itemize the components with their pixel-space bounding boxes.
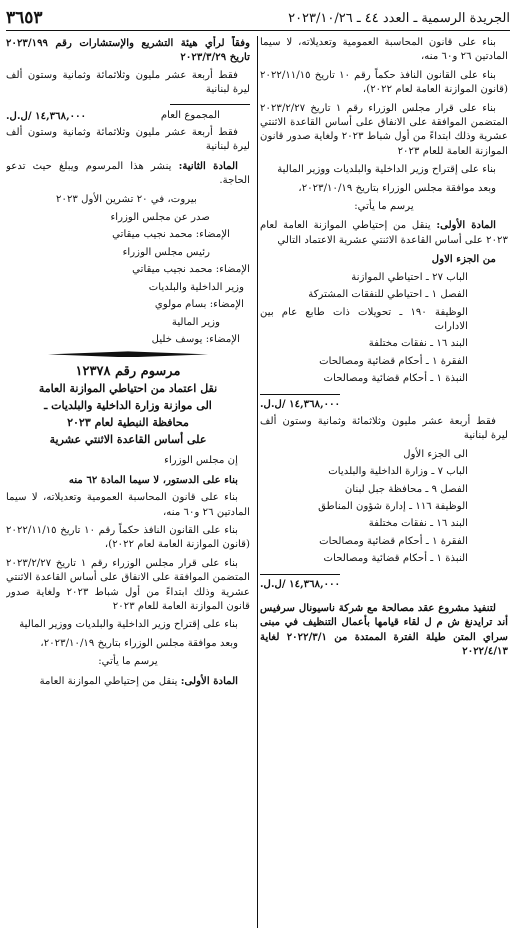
rule <box>170 104 250 105</box>
amount: ١٤,٣٦٨,٠٠٠ /ل.ل. <box>260 574 340 591</box>
amount-row <box>260 570 508 595</box>
from-line: الفقرة ١ ـ أحكام قضائية ومصالحات <box>319 355 468 367</box>
to-line: النبذة ١ ـ أحكام قضائية ومصالحات <box>323 553 468 565</box>
paragraph: بناء على إقتراح وزير الداخلية والبلديات ووزير المالية <box>19 619 238 631</box>
paragraph: وبعد موافقة مجلس الوزراء بتاريخ ٢٠٢٣/١٠/١٩، <box>40 637 238 649</box>
signature-line: وزير المالية <box>171 316 220 328</box>
article-label: المادة الأولى: <box>436 219 497 232</box>
to-line: الباب ٧ ـ وزارة الداخلية والبلديات <box>328 466 468 478</box>
from-line: الباب ٢٧ ـ احتياطي الموازنة <box>351 271 468 283</box>
from-line: الوظيفة ١٩٠ ـ تحويلات ذات طابع عام بين الادارات <box>260 306 468 332</box>
purpose-text: لتنفيذ مشروع عقد مصالحة مع شركة ناسيونال سرفيس أند ترايدنغ ش م ل لقاء قيامها بأعمال التنظيف في مبنى سراي المتن طيلة الفترة الممتدة من ٢٠٢٢/٣/١ لغاية ٢٠٢٢/٤/١٣ <box>260 602 508 658</box>
article-one <box>260 218 508 248</box>
decree-title: مرسوم رقم ١٢٣٧٨ <box>75 364 181 380</box>
paragraph: بناء على قانون المحاسبة العمومية وتعديلاته، لا سيما المادتين ٢٦ و٦٠ منه، <box>260 37 508 63</box>
paragraph: بناء على قانون المحاسبة العمومية وتعديلاته، لا سيما المادتين ٢٦ و٦٠ منه، <box>6 492 250 518</box>
to-line: البند ١٦ ـ نفقات مختلفة <box>368 518 468 530</box>
separator <box>48 351 208 357</box>
decree-subtitle: على أساس القاعدة الاثنتي عشرية <box>49 433 207 447</box>
paragraph: بناء على القانون النافذ حكماً رقم ١٠ تاريخ ٢٠٢٢/١١/١٥ (قانون الموازنة العامة لعام ٢٠٢٢)، <box>260 69 508 96</box>
article-one <box>6 674 250 689</box>
article-two <box>6 159 250 189</box>
decree-subtitle: محافظة النبطية لعام ٢٠٢٣ <box>67 416 189 430</box>
article-label: المادة الثانية: <box>178 159 238 172</box>
decree-subtitle: الى موازنة وزارة الداخلية والبلديات ـ <box>44 399 212 413</box>
total-row <box>6 109 250 123</box>
from-line: الفصل ١ ـ احتياطي للنفقات المشتركة <box>308 289 468 301</box>
from-line: النبذة ١ ـ أحكام قضائية ومصالحات <box>323 373 468 385</box>
to-line: الوظيفة ١١٦ ـ إدارة شؤون المناطق <box>318 500 468 512</box>
amount-words: فقط أربعة عشر مليون وثلاثمائة وثمانية وستون ألف ليرة لبنانية <box>6 127 250 153</box>
amount-words: فقط أربعة عشر مليون وثلاثمائة وثمانية وستون ألف ليرة لبنانية <box>6 69 250 96</box>
signature-line: رئيس مجلس الوزراء <box>122 246 210 258</box>
amount-row <box>260 390 508 415</box>
paragraph: إن مجلس الوزراء <box>164 455 238 467</box>
signature-line: الإمضاء: يوسف خليل <box>151 333 240 345</box>
to-title: الى الجزء الأول <box>403 448 468 460</box>
from-line: البند ١٦ ـ نفقات مختلفة <box>368 338 468 350</box>
page-number: ٣٦٥٣ <box>6 8 43 28</box>
total-value: ١٤,٣٦٨,٠٠٠ /ل.ل. <box>6 109 87 122</box>
signature-line: صدر عن مجلس الوزراء <box>110 212 210 224</box>
issue-info: الجريدة الرسمية ـ العدد ٤٤ ـ ٢٠٢٣/١٠/٢٦ <box>288 10 510 26</box>
paragraph: يرسم ما يأتي: <box>98 656 158 668</box>
column-divider <box>257 36 258 928</box>
right-column <box>260 36 508 928</box>
paragraph: بناء على قرار مجلس الوزراء رقم ١ تاريخ ٢٠٢٣/٢/٢٧ المتضمن الموافقة على الانفاق على أساس القاعدة الاثنتي عشرية وذلك ابتداءً من أول شباط ٢٠٢٣ ولغاية صدور قانون الموازنة العامة للعام ٢٠٢٣ <box>6 557 250 612</box>
amount-words: فقط أربعة عشر مليون وثلاثمائة وثمانية وستون ألف ليرة لبنانية <box>260 415 508 442</box>
paragraph: بناء على القانون النافذ حكماً رقم ١٠ تاريخ ٢٠٢٢/١١/١٥ (قانون الموازنة العامة لعام ٢٠٢٢)، <box>6 524 250 551</box>
to-line: الفصل ٩ ـ محافظة جبل لبنان <box>344 483 468 495</box>
to-line: الفقرة ١ ـ أحكام قضائية ومصالحات <box>319 535 468 547</box>
from-title: من الجزء الاول <box>431 253 496 266</box>
article-text: ينقل من إحتياطي الموازنة العامة <box>39 675 181 687</box>
signature-line: الإمضاء: محمد نجيب ميقاتي <box>112 229 230 241</box>
left-column <box>6 36 250 928</box>
paragraph: وبعد موافقة مجلس الوزراء بتاريخ ٢٠٢٣/١٠/١٩، <box>298 182 496 194</box>
amount: ١٤,٣٦٨,٠٠٠ /ل.ل. <box>260 394 340 411</box>
paragraph: يرسم ما يأتي: <box>354 201 414 213</box>
article-text: ينقل من إحتياطي الموازنة العامة لعام ٢٠٢٣ على أساس القاعدة الاثنتي عشرية الاعتماد التالي <box>260 220 508 246</box>
paragraph: بناء على الدستور، لا سيما المادة ٦٢ منه <box>68 473 238 486</box>
paragraph: بناء على إقتراح وزير الداخلية والبلديات ووزير المالية <box>277 164 496 176</box>
signature-line: الإمضاء: محمد نجيب ميقاتي <box>132 264 250 276</box>
page-header <box>6 6 510 31</box>
total-label: المجموع العام <box>160 109 220 121</box>
legal-opinion: وفقاً لرأي هيئة التشريع والإستشارات رقم ٢٠٢٣/١٩٩ تاريخ ٢٠٢٣/٣/٢٩ <box>6 37 250 64</box>
signature-line: الإمضاء: بسام مولوي <box>154 299 244 311</box>
paragraph: بناء على قرار مجلس الوزراء رقم ١ تاريخ ٢٠٢٣/٢/٢٧ المتضمن الموافقة على الانفاق على أساس القاعدة الاثنتي عشرية وذلك ابتداءً من أول شباط ٢٠٢٣ ولغاية صدور قانون الموازنة العامة للعام ٢٠٢٣ <box>260 102 508 157</box>
signature-line: وزير الداخلية والبلديات <box>148 281 244 293</box>
article-text: ينشر هذا المرسوم ويبلغ حيث تدعو الحاجة. <box>6 160 250 187</box>
article-label: المادة الأولى: <box>180 674 238 687</box>
decree-subtitle: نقل اعتماد من احتياطي الموازنة العامة <box>38 382 218 396</box>
place-date: بيروت، في ٢٠ تشرين الأول ٢٠٢٣ <box>56 193 197 205</box>
